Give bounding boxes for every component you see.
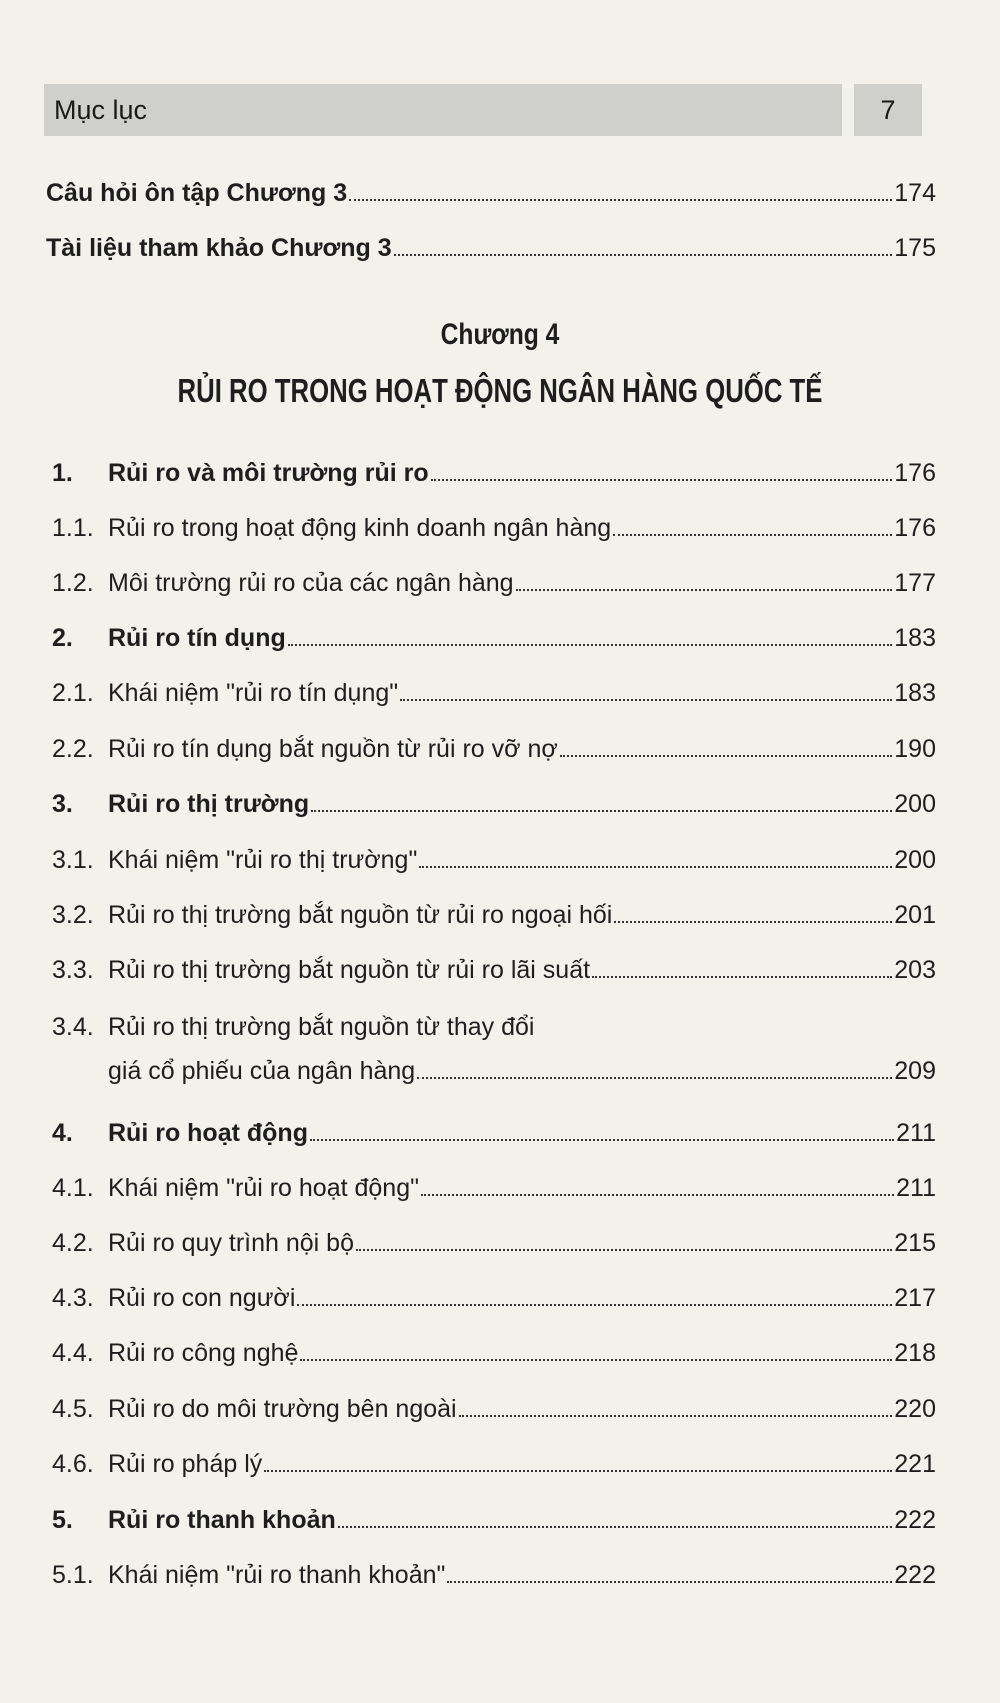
toc-entry-number: 3.4. bbox=[52, 1013, 94, 1041]
toc-entry-line bbox=[108, 1505, 936, 1535]
toc-entry-page: 190 bbox=[894, 735, 936, 763]
toc-entry-page: 200 bbox=[894, 790, 936, 818]
toc-entry-title-continued: giá cổ phiếu của ngân hàng bbox=[108, 1057, 416, 1085]
dot-leader bbox=[419, 866, 892, 868]
toc-entry-line bbox=[108, 789, 936, 819]
toc-entry-title: Rủi ro con người bbox=[108, 1284, 296, 1312]
toc-entry-page: 222 bbox=[894, 1506, 936, 1534]
toc-entry-page: 217 bbox=[894, 1284, 936, 1312]
toc-entry-title: Rủi ro thanh khoản bbox=[108, 1506, 336, 1534]
dot-leader bbox=[459, 1415, 893, 1417]
toc-entry-line bbox=[46, 233, 936, 263]
toc-entry-line bbox=[108, 900, 936, 930]
toc-entry bbox=[0, 734, 1000, 766]
toc-entry bbox=[0, 233, 1000, 265]
page-number: 7 bbox=[880, 94, 896, 125]
toc-entry-page: 203 bbox=[894, 956, 936, 984]
toc-entry-page: 221 bbox=[894, 1450, 936, 1478]
toc-entry-title: Rủi ro do môi trường bên ngoài bbox=[108, 1395, 457, 1423]
toc-entry-title: Câu hỏi ôn tập Chương 3 bbox=[46, 179, 348, 207]
toc-entry-line bbox=[108, 1228, 936, 1258]
toc-entry-page: 174 bbox=[894, 179, 936, 207]
toc-entry bbox=[0, 678, 1000, 710]
toc-entry-title: Rủi ro quy trình nội bộ bbox=[108, 1229, 354, 1257]
toc-entry-title: Tài liệu tham khảo Chương 3 bbox=[46, 234, 392, 262]
toc-entry-page: 211 bbox=[896, 1119, 936, 1147]
dot-leader bbox=[338, 1526, 893, 1528]
toc-entry-page: 201 bbox=[894, 901, 936, 929]
toc-entry bbox=[0, 1449, 1000, 1481]
dot-leader bbox=[300, 1359, 892, 1361]
dot-leader bbox=[560, 755, 893, 757]
toc-entry-number: 5.1. bbox=[52, 1561, 94, 1589]
toc-entry bbox=[0, 1012, 1000, 1085]
toc-entry bbox=[0, 1505, 1000, 1537]
toc-entry-title: Rủi ro thị trường bắt nguồn từ rủi ro ngoại hối bbox=[108, 901, 613, 929]
toc-entry-line bbox=[108, 1560, 936, 1590]
toc-entry-number: 2.2. bbox=[52, 735, 94, 763]
toc-entry-line bbox=[108, 568, 936, 598]
dot-leader bbox=[614, 921, 892, 923]
toc-entry-line bbox=[108, 513, 936, 543]
toc-entry-line bbox=[108, 1173, 936, 1203]
toc-entry-title: Rủi ro trong hoạt động kinh doanh ngân hàng bbox=[108, 514, 612, 542]
toc-entry-title: Khái niệm "rủi ro hoạt động" bbox=[108, 1174, 419, 1202]
toc-entry-number: 5. bbox=[52, 1506, 73, 1534]
toc-entry bbox=[0, 1228, 1000, 1260]
toc-entry-line bbox=[108, 955, 936, 985]
toc-entry-page: 176 bbox=[894, 514, 936, 542]
toc-entry-title: Môi trường rủi ro của các ngân hàng bbox=[108, 569, 514, 597]
toc-entry-page: 200 bbox=[894, 846, 936, 874]
toc-entry bbox=[0, 1118, 1000, 1150]
header-page-number bbox=[854, 84, 922, 136]
toc-entry-line bbox=[108, 1338, 936, 1368]
toc-entry-page: 218 bbox=[894, 1339, 936, 1367]
toc-entry-number: 2. bbox=[52, 624, 73, 652]
toc-entry bbox=[0, 458, 1000, 490]
toc-entry-line bbox=[108, 734, 936, 764]
toc-entry bbox=[0, 955, 1000, 987]
dot-leader bbox=[431, 479, 893, 481]
toc-entry-number: 3.1. bbox=[52, 846, 94, 874]
toc-entry-page: 177 bbox=[894, 569, 936, 597]
toc-entry-number: 4. bbox=[52, 1119, 73, 1147]
toc-entry-page: 222 bbox=[894, 1561, 936, 1589]
toc-entry-number: 3. bbox=[52, 790, 73, 818]
dot-leader bbox=[400, 699, 892, 701]
toc-entry-page: 183 bbox=[894, 679, 936, 707]
toc-entry-title: Khái niệm "rủi ro thanh khoản" bbox=[108, 1561, 446, 1589]
toc-entry-page: 215 bbox=[894, 1229, 936, 1257]
dot-leader bbox=[264, 1470, 892, 1472]
toc-entry-number: 4.3. bbox=[52, 1284, 94, 1312]
toc-entry-page: 211 bbox=[896, 1174, 936, 1202]
toc-entry-line bbox=[108, 458, 936, 488]
toc-entry-number: 4.1. bbox=[52, 1174, 94, 1202]
toc-entry-number: 1. bbox=[52, 459, 73, 487]
dot-leader bbox=[288, 644, 893, 646]
dot-leader bbox=[613, 534, 892, 536]
toc-entry-title: Rủi ro pháp lý bbox=[108, 1450, 263, 1478]
dot-leader bbox=[310, 1139, 894, 1141]
toc-entry-title: Rủi ro tín dụng bbox=[108, 624, 286, 652]
toc-entry-title: Rủi ro thị trường bắt nguồn từ thay đổi bbox=[108, 1013, 535, 1041]
toc-entry bbox=[0, 900, 1000, 932]
toc-entry-line bbox=[108, 1056, 936, 1086]
toc-entry-number: 1.2. bbox=[52, 569, 94, 597]
toc-entry-line bbox=[108, 1394, 936, 1424]
toc-entry-page: 176 bbox=[894, 459, 936, 487]
toc-entry-line bbox=[108, 1449, 936, 1479]
toc-entry-number: 1.1. bbox=[52, 514, 94, 542]
toc-entry-title: Rủi ro thị trường bắt nguồn từ rủi ro lãi suất bbox=[108, 956, 591, 984]
toc-entry-title: Rủi ro hoạt động bbox=[108, 1119, 308, 1147]
toc-entry bbox=[0, 789, 1000, 821]
toc-entry bbox=[0, 1560, 1000, 1592]
dot-leader bbox=[349, 199, 892, 201]
toc-entry-number: 4.2. bbox=[52, 1229, 94, 1257]
dot-leader bbox=[311, 810, 892, 812]
toc-entry-line bbox=[46, 178, 936, 208]
toc-entry bbox=[0, 513, 1000, 545]
toc-entry bbox=[0, 568, 1000, 600]
toc-entry bbox=[0, 1173, 1000, 1205]
header-band bbox=[44, 84, 842, 136]
dot-leader bbox=[356, 1249, 892, 1251]
toc-entry-page: 209 bbox=[894, 1057, 936, 1085]
toc-entry-title: Khái niệm "rủi ro thị trường" bbox=[108, 846, 418, 874]
dot-leader bbox=[417, 1077, 892, 1079]
toc-entry-line bbox=[108, 678, 936, 708]
toc-entry-number: 3.3. bbox=[52, 956, 94, 984]
toc-entry-title: Rủi ro thị trường bbox=[108, 790, 310, 818]
dot-leader bbox=[421, 1194, 894, 1196]
toc-entry-title: Rủi ro tín dụng bắt nguồn từ rủi ro vỡ nợ bbox=[108, 735, 558, 763]
toc-entry bbox=[0, 1394, 1000, 1426]
header-title: Mục lục bbox=[54, 95, 148, 125]
toc-entry-number: 4.4. bbox=[52, 1339, 94, 1367]
chapter-label: Chương 4 bbox=[440, 318, 560, 351]
toc-entry-number: 2.1. bbox=[52, 679, 94, 707]
toc-entry-page: 183 bbox=[894, 624, 936, 652]
toc-entry-line bbox=[108, 623, 936, 653]
toc-entry-number: 4.6. bbox=[52, 1450, 94, 1478]
toc-entry-line bbox=[108, 845, 936, 875]
toc-entry bbox=[0, 1338, 1000, 1370]
toc-entry-title: Rủi ro và môi trường rủi ro bbox=[108, 459, 429, 487]
toc-entry bbox=[0, 1283, 1000, 1315]
toc-entry-number: 4.5. bbox=[52, 1395, 94, 1423]
toc-entry-line bbox=[108, 1283, 936, 1313]
dot-leader bbox=[592, 976, 892, 978]
toc-entry-line bbox=[108, 1118, 936, 1148]
toc-entry bbox=[0, 623, 1000, 655]
toc-entry-page: 175 bbox=[894, 234, 936, 262]
toc-entry-title: Khái niệm "rủi ro tín dụng" bbox=[108, 679, 399, 707]
toc-entry-page: 220 bbox=[894, 1395, 936, 1423]
toc-entry-number: 3.2. bbox=[52, 901, 94, 929]
toc-entry bbox=[0, 178, 1000, 210]
toc-entry-title: Rủi ro công nghệ bbox=[108, 1339, 299, 1367]
chapter-heading: RỦI RO TRONG HOẠT ĐỘNG NGÂN HÀNG QUỐC TẾ bbox=[177, 372, 823, 409]
toc-entry bbox=[0, 845, 1000, 877]
dot-leader bbox=[516, 589, 893, 591]
dot-leader bbox=[447, 1581, 892, 1583]
dot-leader bbox=[394, 254, 893, 256]
dot-leader bbox=[297, 1304, 892, 1306]
